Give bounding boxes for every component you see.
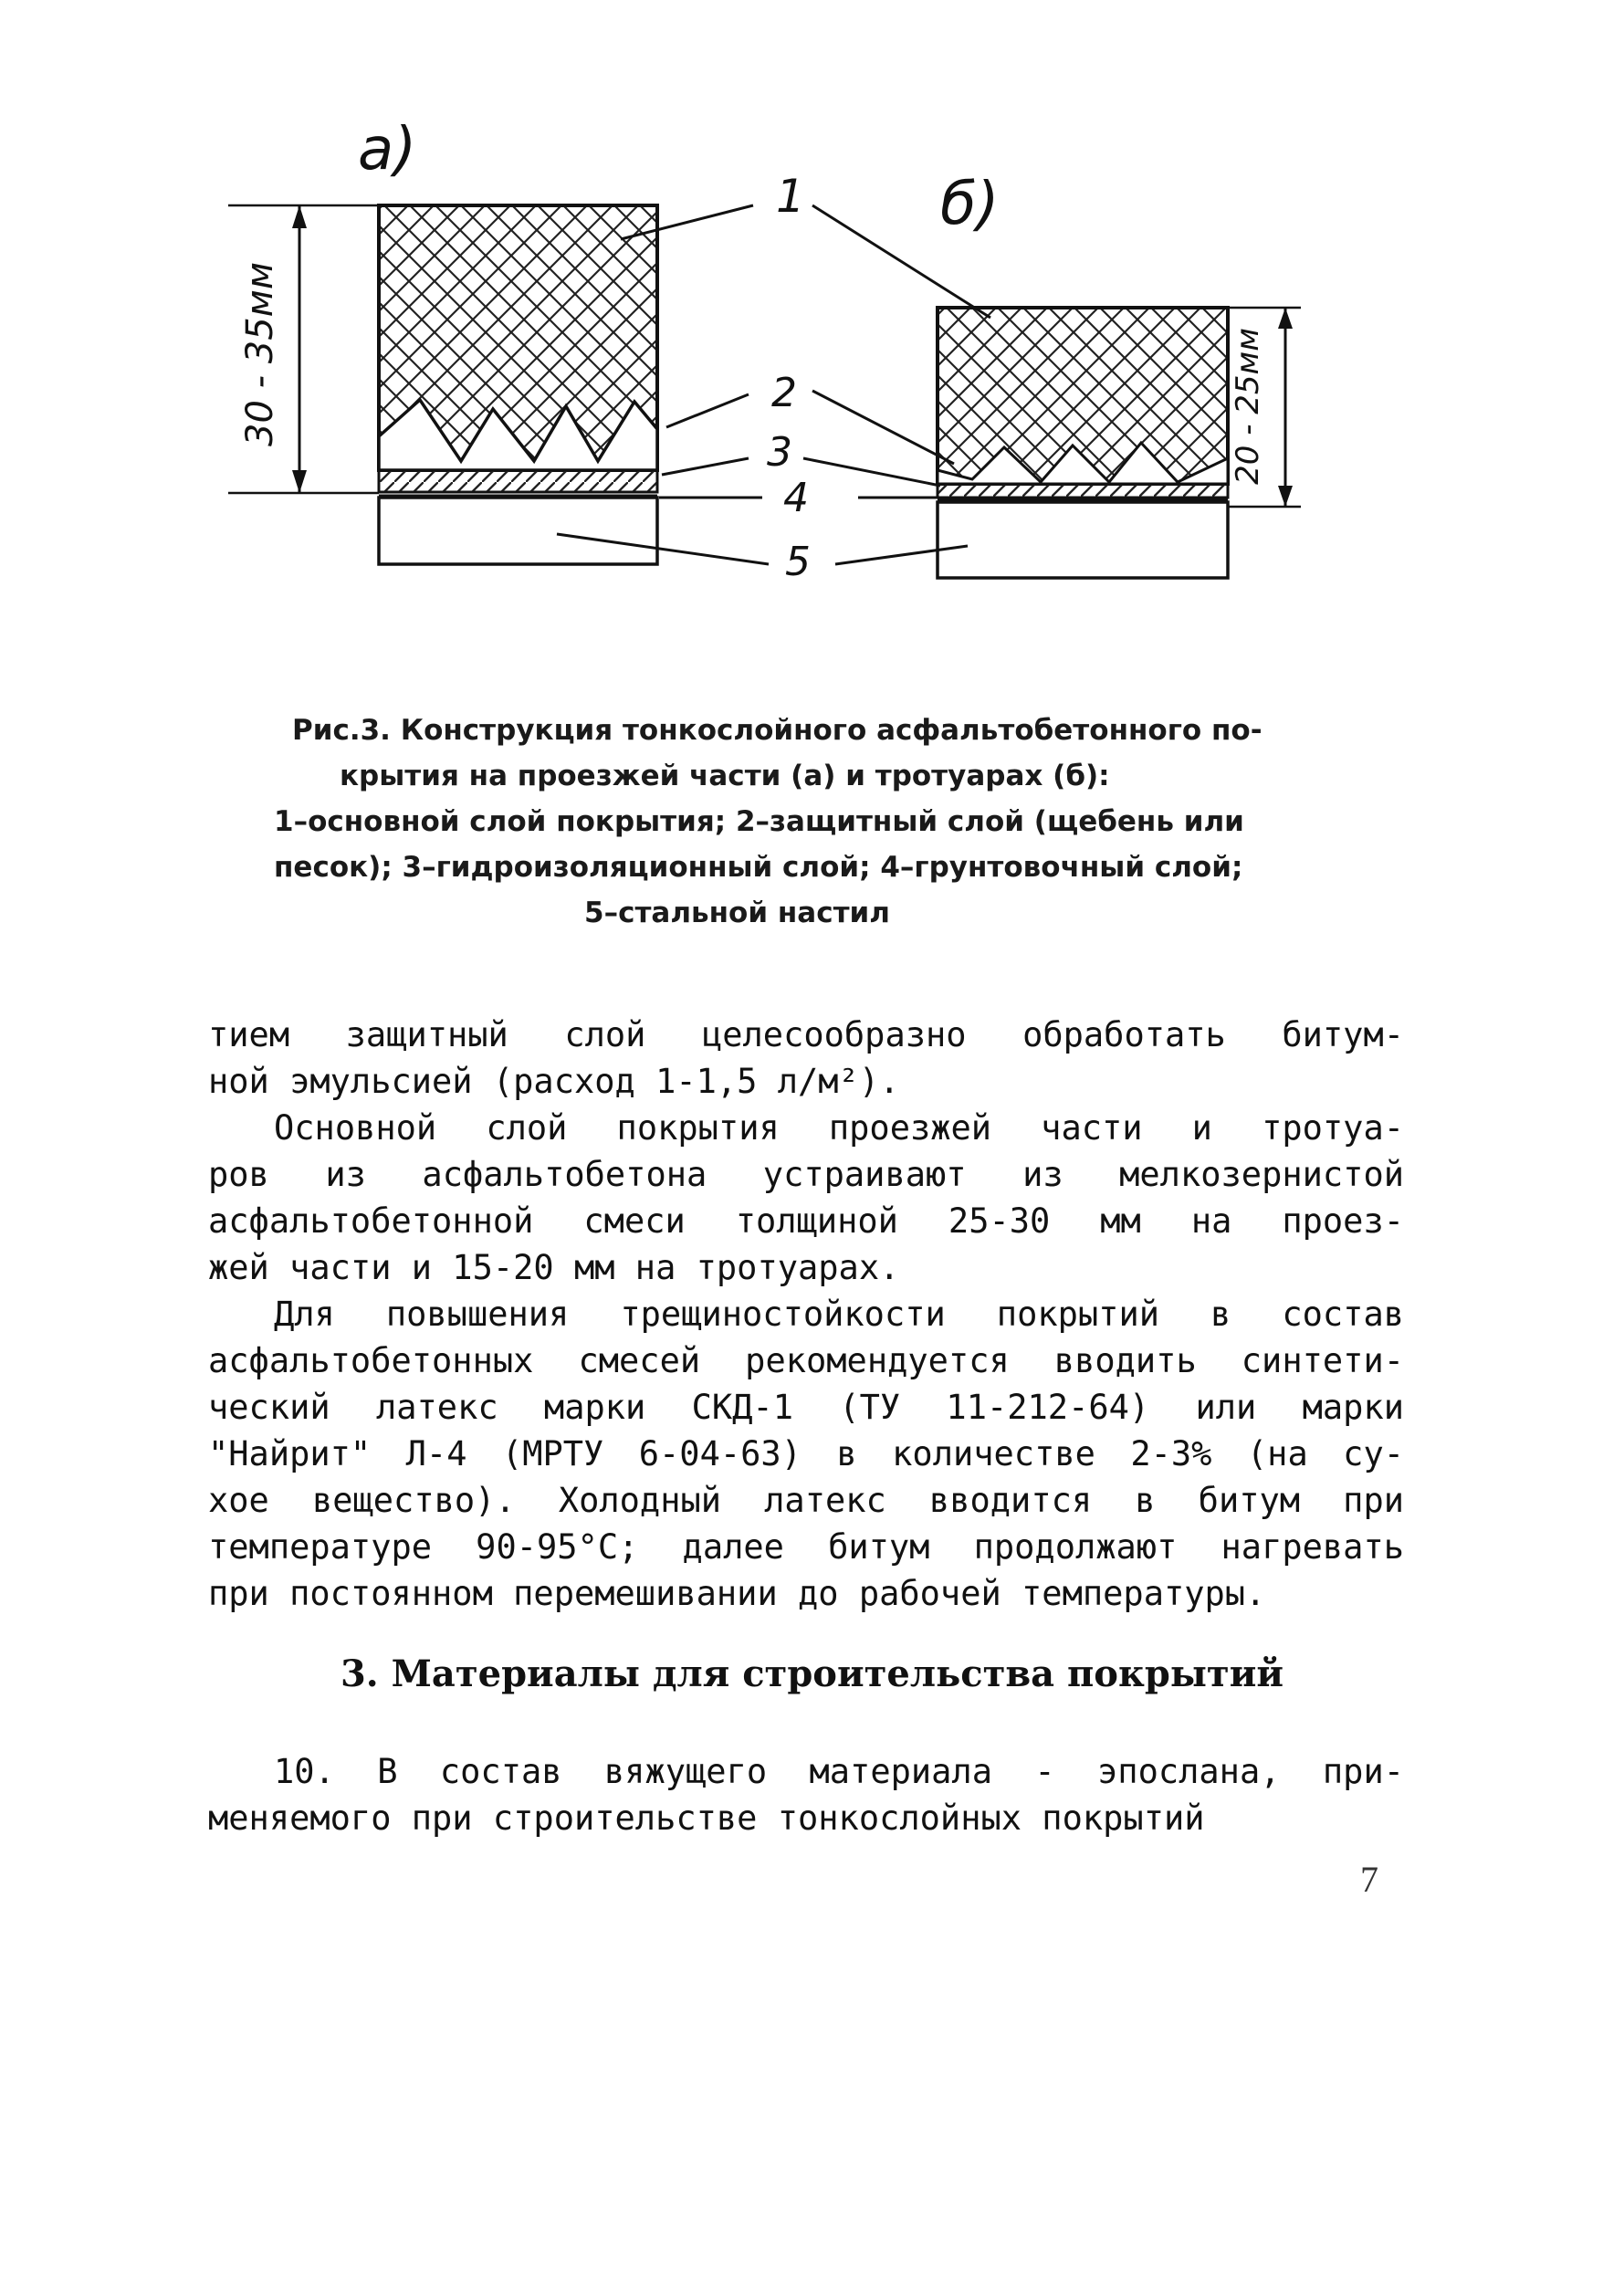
dimension-label-b: 20 - 25мм [1230,328,1266,485]
layer-5-steel-deck-b [938,502,1228,578]
dimension-arrow-top-a [292,205,307,228]
paragraph-3 [208,1291,1404,1617]
text-line: 10. В состав вяжущего материала - эпослана, при- [274,1752,1404,1791]
callout-4: 4 [783,475,809,521]
callout-3: 3 [767,429,792,476]
text-line: меняемого при строительстве тонкослойных покрытий [208,1798,1205,1838]
text-line: асфальтобетонных смесей рекомендуется вводить синтети- [208,1341,1404,1380]
leader-3-b [803,458,940,486]
panel-b-label: б) [940,171,1000,238]
caption-line: Рис.3. Конструкция тонкослойного асфальтобетонного по- [292,714,1263,747]
leader-2-a [666,394,749,427]
panel-a [228,116,657,564]
leader-3-a [662,458,749,475]
layer-3-waterproof-a [379,470,657,492]
text-line: ческий латекс марки СКД-1 (ТУ 11-212-64) или марки [208,1388,1404,1427]
caption-line: песок); 3–гидроизоляционный слой; 4–грунтовочный слой; [274,851,1243,884]
text-line: ров из асфальтобетона устраивают из мелкозернистой [208,1155,1404,1194]
text-line: температуре 90-95°С; далее битум продолжают нагревать [208,1527,1404,1567]
panel-a-label: а) [358,116,417,184]
page-number: 7 [1360,1859,1378,1900]
callout-2: 2 [771,370,797,416]
text-line: жей части и 15-20 мм на тротуарах. [208,1248,900,1287]
callout-numbers [767,170,811,585]
callout-5: 5 [785,539,811,585]
text-line: ной эмульсией (расход 1-1,5 л/м²). [208,1062,900,1101]
text-line: асфальтобетонной смеси толщиной 25-30 мм на проез- [208,1201,1404,1241]
caption-line: 1–основной слой покрытия; 2–защитный слой (щебень или [274,805,1244,838]
leader-2-b [812,391,954,464]
paragraph-4 [208,1748,1404,1841]
paragraph-2 [208,1105,1404,1291]
panel-b [938,171,1301,578]
text-line: Для повышения трещиностойкости покрытий в состав [274,1295,1404,1334]
dimension-arrow-bottom-a [292,470,307,493]
layer-3-waterproof-b [938,484,1228,498]
dimension-arrow-bottom-b [1278,486,1293,507]
text-line: Основной слой покрытия проезжей части и тротуа- [274,1108,1404,1148]
section-heading: 3. Материалы для строительства покрытий [340,1652,1284,1695]
text-line: при постоянном перемешивании до рабочей температуры. [208,1574,1266,1613]
layer-5-steel-deck-a [379,498,657,564]
text-line: тием защитный слой целесообразно обработать битум- [208,1015,1404,1054]
caption-line: крытия на проезжей части (а) и тротуарах (б): [340,760,1110,792]
caption-line: 5–стальной настил [584,897,890,929]
text-line: "Найрит" Л-4 (МРТУ 6-04-63) в количестве 2-3% (на су- [208,1434,1404,1473]
dimension-label-a: 30 - 35мм [239,261,281,447]
dimension-arrow-top-b [1278,308,1293,329]
paragraph-1 [208,1012,1404,1105]
callout-1: 1 [776,170,805,223]
figure-caption [274,708,1406,936]
text-line: хое вещество). Холодный латекс вводится в битум при [208,1481,1404,1520]
layer-structure-figure [0,0,1624,657]
